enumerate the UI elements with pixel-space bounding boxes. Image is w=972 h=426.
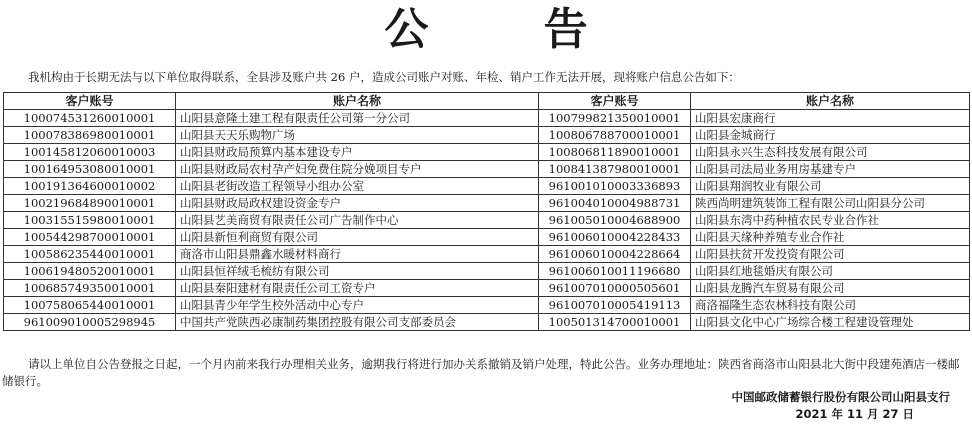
closing-text: 请以上单位自公告登报之日起，一个月内前来我行办理相关业务，逾期我行将进行加办关系撤销及销户处理，特此公告。业务办理地址：陕西省商洛市山阳县北大街中段建苑酒店一楼邮储银行。 xyxy=(2,357,960,388)
account-no-cell: 100501314700010001 xyxy=(539,314,691,331)
account-name-cell: 山阳县红地毯婚庆有限公司 xyxy=(691,263,970,280)
intro-paragraph: 我机构由于长期无法与以下单位取得联系，全县涉及账户共 26 户，造成公司账户对账、年检、销户工作无法开展，现将账户信息公告如下： xyxy=(28,70,740,84)
account-no-cell: 100685749350010001 xyxy=(4,280,176,297)
account-name-cell: 山阳县文化中心广场综合楼工程建设管理处 xyxy=(691,314,970,331)
account-no-cell: 961005010004688900 xyxy=(539,212,691,229)
account-no-cell: 961001010003336893 xyxy=(539,178,691,195)
table-row xyxy=(4,195,970,212)
account-no-cell: 100619480520010001 xyxy=(4,263,176,280)
account-name-cell: 山阳县财政局政权建设资金专户 xyxy=(176,195,539,212)
account-no-cell: 961009010005298945 xyxy=(4,314,176,331)
table-row xyxy=(4,110,970,127)
account-name-cell: 山阳县老街改造工程领导小组办公室 xyxy=(176,178,539,195)
account-no-cell: 100145812060010003 xyxy=(4,144,176,161)
account-name-cell: 山阳县东湾中药种植农民专业合作社 xyxy=(691,212,970,229)
table-row xyxy=(4,229,970,246)
closing-paragraph xyxy=(2,356,968,390)
account-name-cell: 山阳县龙腾汽车贸易有限公司 xyxy=(691,280,970,297)
account-name-cell: 山阳县新恒利商贸有限公司 xyxy=(176,229,539,246)
table-header-row xyxy=(4,93,970,110)
header-account-no-left: 客户账号 xyxy=(4,93,176,110)
account-no-cell: 100586235440010001 xyxy=(4,246,176,263)
account-name-cell: 山阳县财政局预算内基本建设专户 xyxy=(176,144,539,161)
account-no-cell: 100191364600010002 xyxy=(4,178,176,195)
account-no-cell: 100841387980010001 xyxy=(539,161,691,178)
account-no-cell: 961006010004228433 xyxy=(539,229,691,246)
account-name-cell: 山阳县恒祥绒毛梳纺有限公司 xyxy=(176,263,539,280)
account-no-cell: 100806811890010001 xyxy=(539,144,691,161)
header-account-no-right: 客户账号 xyxy=(539,93,691,110)
accounts-table xyxy=(3,92,970,331)
table-row xyxy=(4,280,970,297)
signature-block xyxy=(732,389,951,423)
table-row xyxy=(4,212,970,229)
account-no-cell: 961007010005419113 xyxy=(539,297,691,314)
notice-title: 公 告 xyxy=(384,4,638,55)
table-row xyxy=(4,314,970,331)
table-row xyxy=(4,161,970,178)
table-row xyxy=(4,127,970,144)
account-name-cell: 山阳县艺美商贸有限责任公司广告制作中心 xyxy=(176,212,539,229)
account-no-cell: 100806788700010001 xyxy=(539,127,691,144)
account-no-cell: 961006010004228664 xyxy=(539,246,691,263)
account-no-cell: 100544298700010001 xyxy=(4,229,176,246)
header-account-name-left: 账户名称 xyxy=(176,93,539,110)
account-no-cell: 100315515980010001 xyxy=(4,212,176,229)
account-name-cell: 山阳县永兴生态科技发展有限公司 xyxy=(691,144,970,161)
header-account-name-right: 账户名称 xyxy=(691,93,970,110)
account-no-cell: 100078386980010001 xyxy=(4,127,176,144)
account-name-cell: 山阳县金城商行 xyxy=(691,127,970,144)
account-name-cell: 山阳县青少年学生校外活动中心专户 xyxy=(176,297,539,314)
account-no-cell: 100164953080010001 xyxy=(4,161,176,178)
account-name-cell: 山阳县意隆土建工程有限责任公司第一分公司 xyxy=(176,110,539,127)
table-row xyxy=(4,297,970,314)
table-body xyxy=(4,110,970,331)
table-row xyxy=(4,246,970,263)
table-row xyxy=(4,178,970,195)
table-row xyxy=(4,263,970,280)
account-name-cell: 山阳县天天乐购物广场 xyxy=(176,127,539,144)
account-no-cell: 100758065440010001 xyxy=(4,297,176,314)
issuer-name: 中国邮政储蓄银行股份有限公司山阳县支行 xyxy=(731,390,950,404)
account-name-cell: 山阳县财政局农村孕产妇免费住院分娩项目专户 xyxy=(176,161,539,178)
account-name-cell: 商洛市山阳县鼎鑫水暖材料商行 xyxy=(176,246,539,263)
account-no-cell: 100219684890010001 xyxy=(4,195,176,212)
account-name-cell: 商洛福隆生态农林科技有限公司 xyxy=(691,297,970,314)
account-name-cell: 山阳县秦阳建材有限责任公司工资专户 xyxy=(176,280,539,297)
account-no-cell: 100074531260010001 xyxy=(4,110,176,127)
account-name-cell: 山阳县扶贫开发投资有限公司 xyxy=(691,246,970,263)
table-row xyxy=(4,144,970,161)
account-name-cell: 中国共产党陕西必康制药集团控股有限公司支部委员会 xyxy=(176,314,539,331)
account-no-cell: 961006010011196680 xyxy=(539,263,691,280)
account-name-cell: 山阳县天缘种养殖专业合作社 xyxy=(691,229,970,246)
account-no-cell: 100799821350010001 xyxy=(539,110,691,127)
account-name-cell: 山阳县司法局业务用房基建专户 xyxy=(691,161,970,178)
account-name-cell: 山阳县宏康商行 xyxy=(691,110,970,127)
issue-date: 2021 年 11 月 27 日 xyxy=(795,407,914,421)
account-no-cell: 961004010004988731 xyxy=(539,195,691,212)
account-name-cell: 山阳县翔润牧业有限公司 xyxy=(691,178,970,195)
account-name-cell: 陕西尚明建筑装饰工程有限公司山阳县分公司 xyxy=(691,195,970,212)
account-no-cell: 961007010000505601 xyxy=(539,280,691,297)
